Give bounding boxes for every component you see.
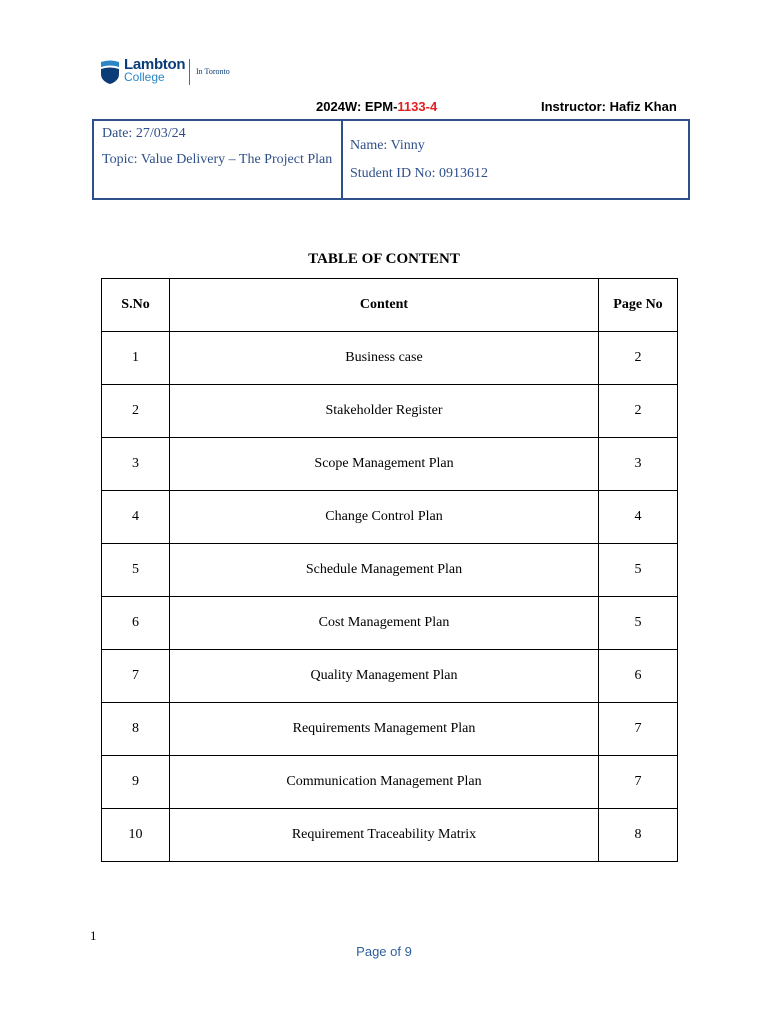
row-sno: 4 [102,491,170,544]
row-sno: 8 [102,703,170,756]
row-page: 6 [599,650,678,703]
lambton-college-logo [100,56,260,90]
header-page-no: Page No [599,279,678,332]
date: Date: 27/03/24 [102,126,186,141]
course-number: 1133-4 [397,99,438,114]
table-row [102,332,678,385]
table-row [102,438,678,491]
row-content: Scope Management Plan [170,438,599,491]
row-content: Quality Management Plan [170,650,599,703]
row-content: Requirement Traceability Matrix [170,809,599,862]
toc-title: TABLE OF CONTENT [308,251,460,267]
toc-body [102,332,678,862]
row-page: 5 [599,544,678,597]
footnote-number: 1 [90,928,97,943]
info-right-cell [343,121,688,198]
row-sno: 5 [102,544,170,597]
table-row [102,385,678,438]
row-page: 3 [599,438,678,491]
table-row [102,809,678,862]
row-content: Cost Management Plan [170,597,599,650]
logo-tagline: In Toronto [196,67,230,76]
toc-table [101,278,678,862]
student-name: Name: Vinny [350,138,425,153]
row-page: 4 [599,491,678,544]
row-sno: 6 [102,597,170,650]
table-row [102,650,678,703]
row-sno: 1 [102,332,170,385]
student-id: Student ID No: 0913612 [350,166,489,181]
table-row [102,491,678,544]
logo-wordmark: Lambton [124,56,186,73]
table-row [102,703,678,756]
table-row [102,756,678,809]
table-row [102,544,678,597]
logo-subtitle: College [124,70,165,84]
table-row [102,597,678,650]
page-number: Page of 9 [356,944,412,959]
logo-divider [189,59,190,85]
row-page: 2 [599,332,678,385]
shield-icon [100,59,120,85]
course-code [316,99,437,114]
row-sno: 10 [102,809,170,862]
header-content: Content [170,279,599,332]
info-box [92,119,690,200]
header-sno: S.No [102,279,170,332]
row-content: Change Control Plan [170,491,599,544]
row-sno: 3 [102,438,170,491]
toc-header-row [102,279,678,332]
row-content: Stakeholder Register [170,385,599,438]
row-page: 5 [599,597,678,650]
row-content: Business case [170,332,599,385]
instructor: Instructor: Hafiz Khan [541,99,677,114]
row-page: 8 [599,809,678,862]
row-sno: 2 [102,385,170,438]
row-sno: 9 [102,756,170,809]
row-content: Requirements Management Plan [170,703,599,756]
row-content: Communication Management Plan [170,756,599,809]
row-page: 7 [599,756,678,809]
course-prefix: 2024W: EPM- [316,99,398,114]
row-page: 2 [599,385,678,438]
row-page: 7 [599,703,678,756]
row-sno: 7 [102,650,170,703]
info-left-cell [94,121,343,198]
topic: Topic: Value Delivery – The Project Plan [102,152,333,167]
row-content: Schedule Management Plan [170,544,599,597]
